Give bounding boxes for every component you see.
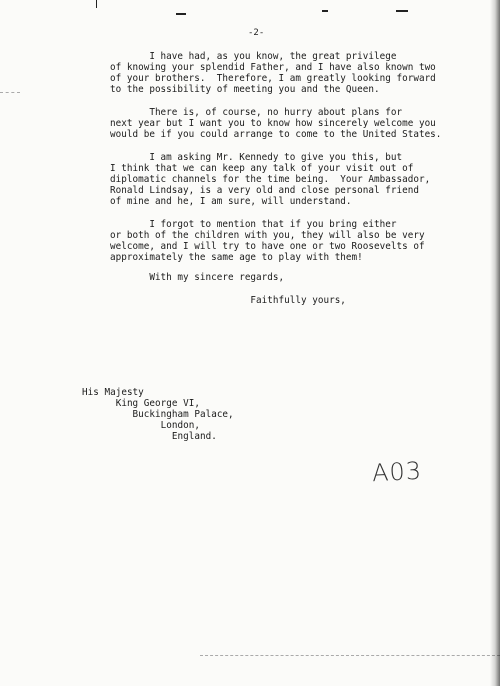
body-line: next year but I want you to know how sincerely welcome you xyxy=(110,118,436,129)
scan-mark xyxy=(322,10,328,12)
address-line: His Majesty xyxy=(82,387,144,398)
page-edge xyxy=(490,0,500,686)
body-line: to the possibility of meeting you and the Queen. xyxy=(110,84,380,95)
closing-regards: With my sincere regards, xyxy=(110,272,285,283)
body-line: I have had, as you know, the great privilege xyxy=(110,51,397,62)
body-line: of knowing your splendid Father, and I have also known two xyxy=(110,62,436,73)
body-line: would be if you could arrange to come to the United States. xyxy=(110,129,442,140)
margin-mark xyxy=(0,92,20,93)
address-line: London, xyxy=(82,420,200,431)
handwritten-annotation: A03 xyxy=(371,456,423,488)
scan-mark xyxy=(96,0,97,8)
body-line: of mine and he, I am sure, will understand. xyxy=(110,196,352,207)
body-line: I am asking Mr. Kennedy to give you this, but xyxy=(110,152,403,163)
address-line: King George VI, xyxy=(82,398,200,409)
body-line: I forgot to mention that if you bring either xyxy=(110,219,397,230)
closing-signoff: Faithfully yours, xyxy=(110,295,346,306)
body-line: welcome, and I will try to have one or two Roosevelts of xyxy=(110,241,425,252)
scan-mark xyxy=(396,10,408,12)
bottom-edge-mark xyxy=(200,655,500,656)
page-number: -2- xyxy=(248,28,265,38)
body-line: There is, of course, no hurry about plans for xyxy=(110,107,403,118)
body-line: I think that we can keep any talk of your visit out of xyxy=(110,163,414,174)
body-line: diplomatic channels for the time being. Your Ambassador, xyxy=(110,174,431,185)
body-line: approximately the same age to play with them! xyxy=(110,252,363,263)
address-line: Buckingham Palace, xyxy=(82,409,234,420)
body-line: Ronald Lindsay, is a very old and close personal friend xyxy=(110,185,419,196)
scan-mark xyxy=(176,13,186,15)
body-line: of your brothers. Therefore, I am greatly looking forward xyxy=(110,73,436,84)
body-line: or both of the children with you, they will also be very xyxy=(110,230,425,241)
address-line: England. xyxy=(82,431,217,442)
